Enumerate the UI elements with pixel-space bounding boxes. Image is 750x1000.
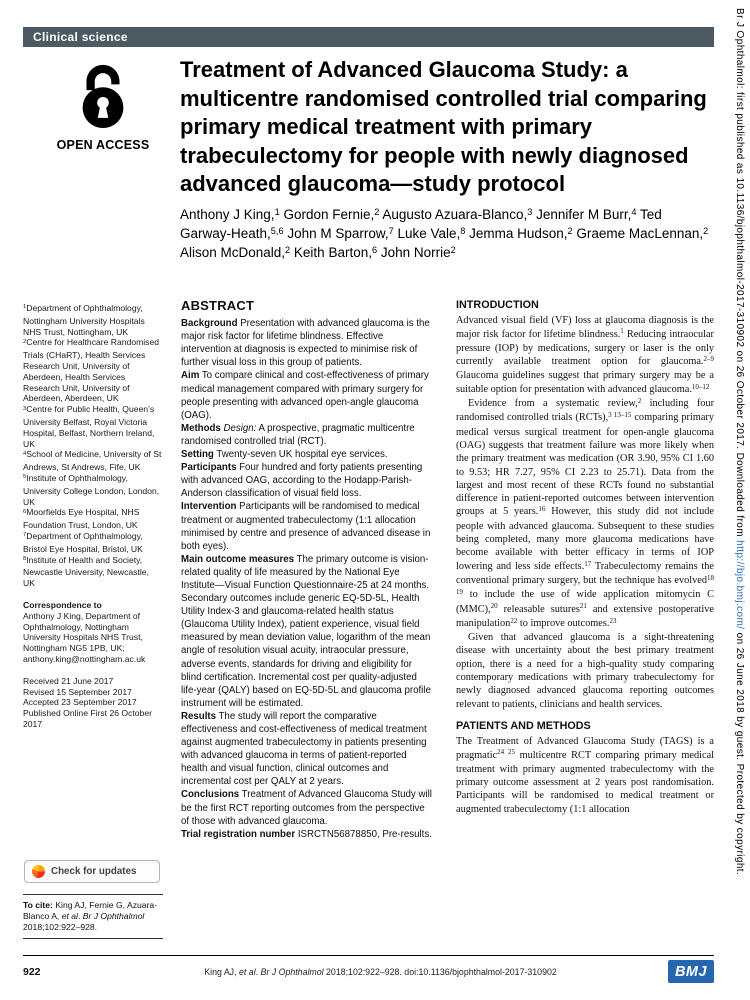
to-cite-box xyxy=(23,894,163,939)
abstract-section: Intervention Participants will be randomised to medical treatment or augmented trabeculectomy (1:1 allocation minimised by centre and presence of advanced disease in both eyes). xyxy=(181,501,431,552)
author-name: John Norrie$^2$ xyxy=(380,244,456,260)
open-access-label: OPEN ACCESS xyxy=(56,138,150,152)
crossmark-icon xyxy=(32,865,45,878)
affiliation: $^7$Department of Ophthalmology, Bristol Eye Hospital, Bristol, UK xyxy=(23,530,143,554)
to-cite-label: To cite: xyxy=(23,900,53,910)
abstract-section: Participants Four hundred and forty patients presenting with advanced OAG, according to the Hodapp-Parish-Anderson classification of visual field loss. xyxy=(181,462,423,500)
history-date: Revised 15 September 2017 xyxy=(23,686,132,697)
page-number: 922 xyxy=(23,965,41,978)
section-banner: Clinical science xyxy=(23,27,714,47)
author-name: Gordon Fernie,$^2$ xyxy=(283,206,380,222)
abstract-section: Conclusions Treatment of Advanced Glaucoma Study will be the first RCT reporting outcomes from the perspective of those with advanced glaucoma. xyxy=(181,789,432,827)
open-access-logo xyxy=(55,62,151,152)
history-date: Accepted 23 September 2017 xyxy=(23,697,137,708)
body-paragraph: Given that advanced glaucoma is a sight-threatening disease with uncertainty about the best primary treatment option, there is a need for a high-quality study comparing contemporary medications with primary trabeculectomy for newly diagnosed advanced glaucoma reporting outcomes relevant to patients, clinicians and health services. xyxy=(456,632,714,710)
author-list xyxy=(180,206,714,263)
abstract-section: Setting Twenty-seven UK hospital eye services. xyxy=(181,449,388,461)
abstract-column xyxy=(181,299,434,841)
history-dates xyxy=(23,676,163,730)
author-name: Luke Vale,$^8$ xyxy=(397,225,466,241)
intro-column xyxy=(456,299,714,816)
author-name: John M Sparrow,$^7$ xyxy=(287,225,394,241)
author-name: Ted Garway-Heath,$^{5,6}$ xyxy=(180,207,662,241)
bmj-logo: BMJ xyxy=(668,960,714,983)
author-name: Graeme MacLennan,$^2$ xyxy=(576,225,709,241)
copyright-text-pre: Br J Ophthalmol: first published as 10.1136/bjophthalmol-2017-310902 on 26 October 2017. Downloaded from xyxy=(734,8,745,541)
open-access-padlock-icon xyxy=(75,62,131,130)
correspondence-email-link[interactable]: anthony.king@nottingham.ac.uk xyxy=(23,653,146,664)
abstract-section: Background Presentation with advanced glaucoma is the major risk factor for lifetime blindness. Effective intervention at diagnosis is expected to minimise risk of further visual loss in this group of patients. xyxy=(181,318,430,369)
page-footer xyxy=(23,955,714,983)
abstract-section: Trial registration number ISRCTN56878850, Pre-results. xyxy=(181,828,432,840)
abstract-heading: ABSTRACT xyxy=(181,298,255,313)
abstract-sections xyxy=(181,317,434,841)
article-title: Treatment of Advanced Glaucoma Study: a multicentre randomised controlled trial comparing primary medical treatment with primary trabeculectomy for people with newly diagnosed advanced glaucoma—study protocol xyxy=(180,57,707,196)
author-name: Jennifer M Burr,$^4$ xyxy=(536,206,637,222)
affiliation: $^2$Centre for Healthcare Randomised Trials (CHaRT), Health Services Research Unit, University of Aberdeen, Health Services Research Unit, University of Aberdeen, Aberdeen, UK xyxy=(23,337,160,404)
author-name: Keith Barton,$^6$ xyxy=(293,244,378,260)
affiliation: $^8$Institute of Health and Society, Newcastle University, Newcastle, UK xyxy=(23,554,149,589)
abstract-section: Main outcome measures The primary outcome is vision-related quality of life measured by the National Eye Institute—Visual Function Questionnaire-25 at 24 months. Secondary outcomes include generic EQ-5D-5L, Health Utility Index-3 and glaucoma-related health status (Glaucoma Utility Index), patient experience, visual field measured by mean deviation value, logarithm of the mean angle of resolution visual acuity, intraocular pressure, adverse events, standards for driving and eligibility for blind certification. Incremental cost per quality-adjusted life-year (QALY) based on EQ-5D-5L and glaucoma profile instrument will be estimated. xyxy=(181,553,431,709)
affiliation: $^6$Moorfields Eye Hospital, NHS Foundation Trust, London, UK xyxy=(23,507,140,531)
copyright-text-post: on 26 June 2018 by guest. Protected by copyright. xyxy=(734,629,745,876)
section-heading: INTRODUCTION xyxy=(456,299,539,311)
affiliation: $^4$School of Medicine, University of St Andrews, St Andrews, Fife, UK xyxy=(23,449,162,473)
correspondence-label: Correspondence to xyxy=(23,599,102,610)
abstract-section: Aim To compare clinical and cost-effectiveness of primary medical management compared with primary surgery for people presenting with advanced open-angle glaucoma (OAG). xyxy=(181,370,429,421)
section-heading: PATIENTS AND METHODS xyxy=(456,719,591,732)
check-for-updates-button[interactable] xyxy=(24,860,160,883)
abstract-section: Methods Design: A prospective, pragmatic multicentre randomised controlled trial (RCT). xyxy=(181,422,415,447)
correspondence-address: Anthony J King, Department of Ophthalmology, Nottingham University Hospitals NHS Trust, Nottingham NG5 1PB, UK; xyxy=(23,610,143,654)
author-name: Alison McDonald,$^2$ xyxy=(180,244,291,260)
copyright-sidebar xyxy=(734,8,745,992)
author-name: Jemma Hudson,$^2$ xyxy=(469,225,573,241)
check-for-updates-label: Check for updates xyxy=(51,866,137,877)
affiliation-list xyxy=(23,303,163,589)
author-name: Anthony J King,$^1$ xyxy=(180,206,280,222)
abstract-section: Results The study will report the comparative effectiveness and cost-effectiveness of medical treatment against augmented trabeculectomy in patients presenting with advanced glaucoma in terms of patient-reported health and visual function, clinical outcomes and incremental cost per QALY at 2 years. xyxy=(181,710,427,788)
history-date: Received 21 June 2017 xyxy=(23,675,114,686)
body-paragraph: Evidence from a systematic review,$^2$ including four randomised controlled trials (RCTs),$^{3 13-15}$ comparing primary medical versus surgical treatment for open-angle glaucoma (OAG) suggests that treatment failure was more likely when the primary treatment was medication (OR 3.90, 95% CI 1.60 to 9.53; HR 7.27, 95% CI 2.23 to 25.71). Data from the largest and most recent of these RCTs found no substantial difference in patient-reported outcomes between intervention groups at 5 years.$^{16}$ However, this study did not include people with advanced glaucoma. Subsequent to these studies being completed, many more glaucoma medications have become available with better efficacy in terms of IOP lowering and less side effects.$^{17}$ Trabeculectomy remains the conventional primary surgery, but the technique has evolved$^{18 19}$ to include the use of wide application mitomycin C (MMC),$^{20}$ releasable sutures$^{21}$ and extensive postoperative manipulation$^{22}$ to improve outcomes.$^{23}$ xyxy=(456,396,715,629)
to-cite-text: King AJ, Fernie G, Azuara-Blanco A, et al. Br J Ophthalmol 2018;102:922–928. xyxy=(23,900,158,932)
body-paragraph: Advanced visual field (VF) loss at glaucoma diagnosis is the major risk factor for lifetime blindness.$^1$ Reducing intraocular pressure (IOP) by medications, surgery or laser is the only currently available treatment option for glaucoma.$^{2-9}$ Glaucoma guidelines suggest that primary surgery may be a suitable option for presentation with advanced glaucoma.$^{10-12}$ xyxy=(456,315,714,395)
body-paragraph: The Treatment of Advanced Glaucoma Study (TAGS) is a pragmatic$^{24 25}$ multicentre RCT comparing primary medical treatment with primary augmented trabeculectomy with the primary outcome assessment at 2 years post randomisation. Participants will be randomised to medical treatment or augmented trabeculectomy (1:1 allocation xyxy=(456,736,714,815)
correspondence-text xyxy=(23,611,163,665)
bmj-journal-link[interactable]: http://bjo.bmj.com/ xyxy=(734,540,745,630)
footer-citation: King AJ, et al. Br J Ophthalmol 2018;102:922–928. doi:10.1136/bjophthalmol-2017-310902 xyxy=(204,966,557,977)
left-sidebar xyxy=(23,303,163,730)
affiliation: $^5$Institute of Ophthalmology, University College London, London, UK xyxy=(23,472,160,507)
author-name: Augusto Azuara-Blanco,$^3$ xyxy=(382,206,533,222)
correspondence-block xyxy=(23,600,163,665)
history-date: Published Online First 26 October 2017 xyxy=(23,708,152,729)
affiliation: $^3$Centre for Public Health, Queen’s University Belfast, Royal Victoria Hospital, Belfast, Northern Ireland, UK xyxy=(23,404,155,449)
affiliation: $^1$Department of Ophthalmology, Nottingham University Hospitals NHS Trust, Nottingham, UK xyxy=(23,303,145,337)
